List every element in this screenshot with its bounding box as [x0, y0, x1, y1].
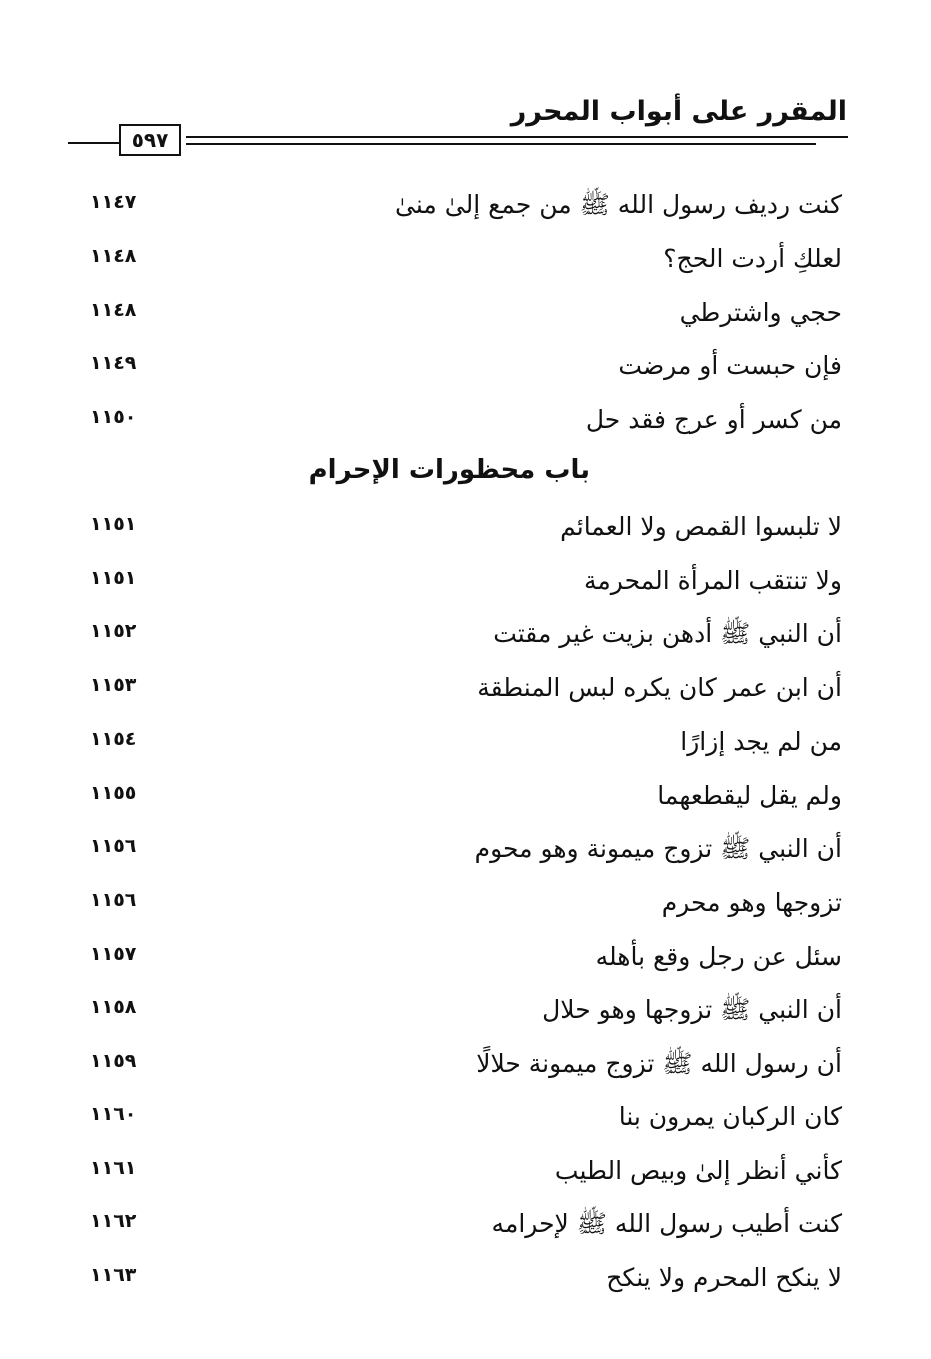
entry-page: ١١٥٦ [90, 889, 137, 911]
entry-text: كأني أنظر إلىٰ وبيص الطيب [554, 1156, 842, 1185]
entry-text: أن النبي ﷺ أدهن بزيت غير مقتت [493, 619, 842, 648]
entry-text: ولا تنتقب المرأة المحرمة [583, 566, 842, 595]
entry-text: لا ينكح المحرم ولا ينكح [606, 1263, 842, 1292]
index-entry [90, 346, 842, 386]
index-entry [90, 1044, 842, 1084]
header-rule-top [186, 136, 848, 138]
entry-text: كنت رديف رسول الله ﷺ من جمع إلىٰ منىٰ [395, 190, 842, 219]
entry-text: حجي واشترطي [679, 298, 842, 327]
page-header [0, 0, 931, 170]
section-heading: باب محظورات الإحرام [308, 455, 590, 485]
entry-text: أن رسول الله ﷺ تزوج ميمونة حلالًا [476, 1049, 842, 1078]
entry-page: ١١٥٣ [90, 674, 137, 696]
entry-page: ١١٦١ [90, 1157, 137, 1179]
entry-page: ١١٥١ [90, 567, 137, 589]
entry-page: ١١٥١ [90, 513, 137, 535]
entry-page: ١١٤٨ [90, 299, 137, 321]
index-entry [90, 883, 842, 923]
index-entry [90, 668, 842, 708]
entry-text: أن ابن عمر كان يكره لبس المنطقة [477, 673, 842, 702]
index-entry [90, 561, 842, 601]
index-entry [90, 1151, 842, 1191]
entry-page: ١١٥٠ [90, 406, 137, 428]
entry-text: أن النبي ﷺ تزوجها وهو حلال [542, 995, 842, 1024]
entry-text: كان الركبان يمرون بنا [618, 1102, 842, 1131]
index-entry [90, 400, 842, 440]
running-title: المقرر على أبواب المحرر [510, 96, 847, 127]
header-rule-bottom [186, 143, 816, 145]
entry-text: لا تلبسوا القمص ولا العمائم [560, 512, 842, 541]
entry-text: لعلكِ أردت الحج؟ [663, 244, 842, 273]
entry-text: أن النبي ﷺ تزوج ميمونة وهو محوم [474, 834, 842, 863]
index-entry [90, 937, 842, 977]
entry-page: ١١٦٢ [90, 1210, 137, 1232]
index-entry [90, 776, 842, 816]
entry-page: ١١٦٣ [90, 1264, 137, 1286]
entry-page: ١١٤٨ [90, 245, 137, 267]
entry-page: ١١٥٩ [90, 1050, 137, 1072]
entry-text: سئل عن رجل وقع بأهله [595, 942, 842, 971]
index-entry [90, 1097, 842, 1137]
entry-text: ولم يقل ليقطعهما [657, 781, 842, 810]
entry-page: ١١٥٤ [90, 728, 137, 750]
header-rule-left [68, 142, 120, 144]
entry-page: ١١٤٩ [90, 352, 137, 374]
index-entry [90, 239, 842, 279]
entry-page: ١١٥٨ [90, 996, 137, 1018]
index-entry [90, 614, 842, 654]
entry-page: ١١٥٧ [90, 943, 137, 965]
index-entry [90, 293, 842, 333]
index-entry [90, 990, 842, 1030]
entry-page: ١١٥٢ [90, 620, 137, 642]
index-entry [90, 507, 842, 547]
entry-text: فإن حبست أو مرضت [618, 351, 842, 380]
index-entry [90, 185, 842, 225]
entry-page: ١١٦٠ [90, 1103, 137, 1125]
entry-text: كنت أطيب رسول الله ﷺ لإحرامه [491, 1209, 842, 1238]
entry-text: من لم يجد إزارًا [680, 727, 842, 756]
page-number-box [119, 124, 181, 156]
index-entry [90, 829, 842, 869]
entry-page: ١١٥٥ [90, 782, 137, 804]
entry-page: ١١٥٦ [90, 835, 137, 857]
entry-page: ١١٤٧ [90, 191, 137, 213]
entry-text: تزوجها وهو محرم [661, 888, 842, 917]
index-entry [90, 1204, 842, 1244]
page-number: ٥٩٧ [131, 128, 169, 152]
index-entry [90, 1258, 842, 1298]
entry-text: من كسر أو عرج فقد حل [585, 405, 842, 434]
index-entry [90, 722, 842, 762]
